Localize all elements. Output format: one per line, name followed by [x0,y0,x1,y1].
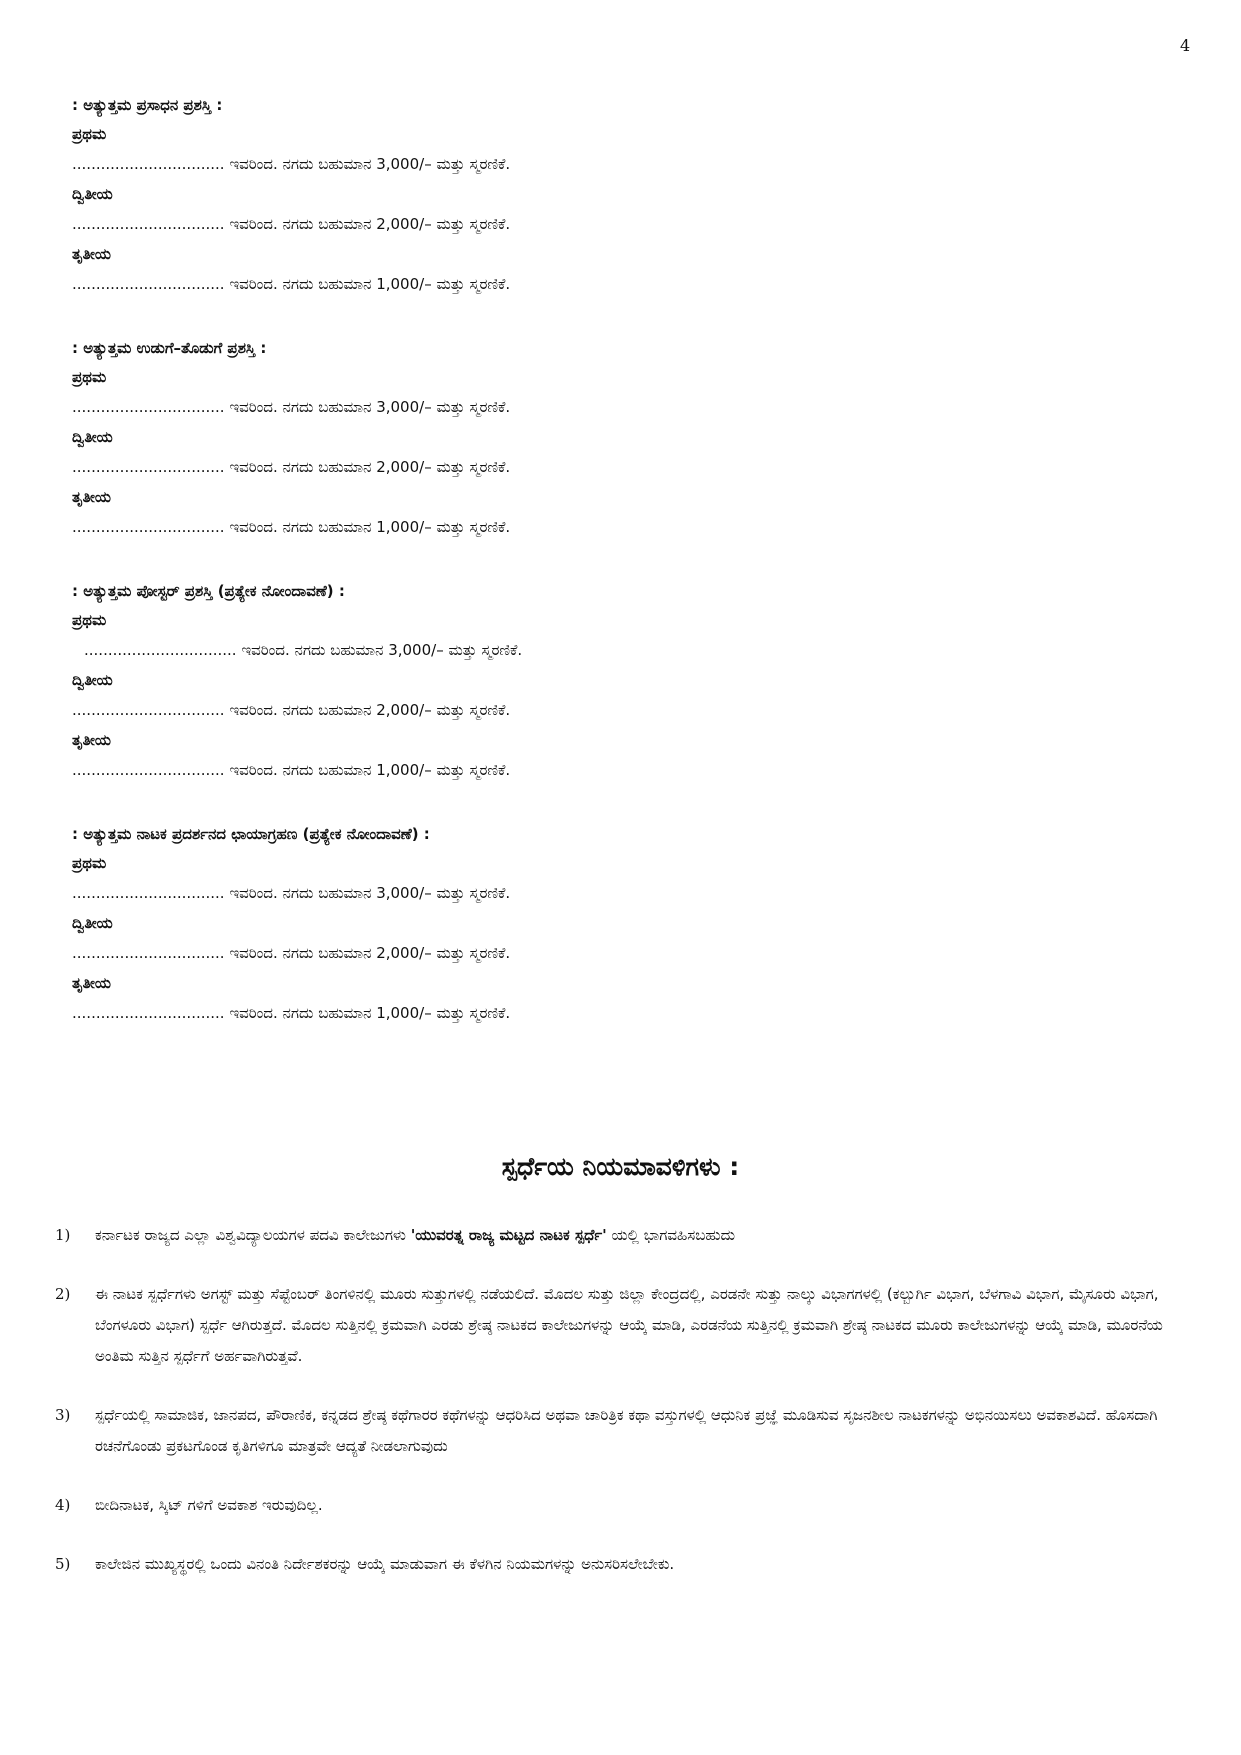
prize-text: ಇವರಿಂದ. ನಗದು ಬಹುಮಾನ 1,000/– ಮತ್ತು ಸ್ಮರಣಿಕೆ. [229,761,511,779]
rule-number: 5) [55,1555,71,1573]
award-sections [72,92,972,1064]
blank-dots: ................................ [72,458,225,476]
blank-dots: ................................ [72,215,225,233]
rank-label: ದ್ವಿತೀಯ [72,914,113,932]
rule-text: ಬೀದಿನಾಟಕ, ಸ್ಕಿಟ್ ಗಳಿಗೆ ಅವಕಾಶ ಇರುವುದಿಲ್ಲ. [95,1496,323,1514]
rule-number: 3) [55,1406,71,1424]
section-title: : ಅತ್ಯುತ್ತಮ ಉಡುಗೆ–ತೊಡುಗೆ ಪ್ರಶಸ್ತಿ : [72,339,267,357]
rank-label: ಪ್ರಥಮ [72,854,107,872]
rank-label: ತೃತೀಯ [72,245,112,263]
rules-list [55,1220,1185,1608]
rule-text: ಈ ನಾಟಕ ಸ್ಪರ್ಧೆಗಳು ಅಗಸ್ಟ್ ಮತ್ತು ಸೆಪ್ಟೆಂಬರ್ ತಿಂಗಳಿನಲ್ಲಿ ಮೂರು ಸುತ್ತುಗಳಲ್ಲಿ ನಡೆಯಲಿದೆ. ಮೊದಲ ಸುತ್ತು ಜಿಲ್ಲಾ ಕೇಂದ್ರದಲ್ಲಿ, ಎರಡನೇ ಸುತ್ತು ನಾಲ್ಕು ವಿಭಾಗಗಳಲ್ಲಿ (ಕಲ್ಬುರ್ಗಿ ವಿಭಾಗ, ಬೆಳಗಾವಿ ವಿಭಾಗ, ಮೈಸೂರು ವಿಭಾಗ, ಬೆಂಗಳೂರು ವಿಭಾಗ) ಸ್ಪರ್ಧೆ ಆಗಿರುತ್ತದೆ. ಮೊದಲ ಸುತ್ತಿನಲ್ಲಿ ಕ್ರಮವಾಗಿ ಎರಡು ಶ್ರೇಷ್ಠ ನಾಟಕದ ಕಾಲೇಜುಗಳನ್ನು ಆಯ್ಕೆ ಮಾಡಿ, ಎರಡನೆಯ ಸುತ್ತಿನಲ್ಲಿ ಕ್ರಮವಾಗಿ ಶ್ರೇಷ್ಠ ನಾಟಕದ ಮೂರು ಕಾಲೇಜುಗಳನ್ನು ಆಯ್ಕೆ ಮಾಡಿ, ಮೂರನೆಯ ಅಂತಿಮ ಸುತ್ತಿನ ಸ್ಪರ್ಧೆಗೆ ಅರ್ಹವಾಗಿರುತ್ತವೆ. [95,1285,1163,1365]
rule-number: 4) [55,1496,71,1514]
prize-text: ಇವರಿಂದ. ನಗದು ಬಹುಮಾನ 1,000/– ಮತ್ತು ಸ್ಮರಣಿಕೆ. [229,275,511,293]
rank-label: ತೃತೀಯ [72,731,112,749]
blank-dots: ................................ [72,1004,225,1022]
rule-item [55,1220,1185,1251]
prize-text: ಇವರಿಂದ. ನಗದು ಬಹುಮಾನ 3,000/– ಮತ್ತು ಸ್ಮರಣಿಕೆ. [241,641,523,659]
rank-label: ಪ್ರಥಮ [72,368,107,386]
blank-dots: ................................ [72,884,225,902]
award-section-photography [72,821,972,1064]
prize-text: ಇವರಿಂದ. ನಗದು ಬಹುಮಾನ 2,000/– ಮತ್ತು ಸ್ಮರಣಿಕೆ. [229,458,511,476]
blank-dots: ................................ [84,641,237,659]
prize-line [72,878,972,908]
rule-item [55,1549,1185,1580]
section-title: : ಅತ್ಯುತ್ತಮ ನಾಟಕ ಪ್ರದರ್ಶನದ ಛಾಯಾಗ್ರಹಣ (ಪ್ರತ್ಯೇಕ ನೋಂದಾವಣೆ) : [72,825,430,843]
prize-line [72,755,972,785]
prize-line [72,269,972,299]
prize-line [72,512,972,542]
rule-item [55,1400,1185,1462]
rule-number: 2) [55,1285,71,1303]
rule-item [55,1279,1185,1372]
prize-line [72,452,972,482]
prize-text: ಇವರಿಂದ. ನಗದು ಬಹುಮಾನ 2,000/– ಮತ್ತು ಸ್ಮರಣಿಕೆ. [229,215,511,233]
prize-text: ಇವರಿಂದ. ನಗದು ಬಹುಮಾನ 2,000/– ಮತ್ತು ಸ್ಮರಣಿಕೆ. [229,701,511,719]
prize-line [72,695,972,725]
rule-text [95,1220,1185,1251]
award-section-makeup [72,92,972,335]
blank-dots: ................................ [72,398,225,416]
rank-label: ಪ್ರಥಮ [72,611,107,629]
rule-text: ಸ್ಪರ್ಧೆಯಲ್ಲಿ ಸಾಮಾಜಿಕ, ಜಾನಪದ, ಪೌರಾಣಿಕ, ಕನ್ನಡದ ಶ್ರೇಷ್ಠ ಕಥೆಗಾರರ ಕಥೆಗಳನ್ನು ಆಧರಿಸಿದ ಅಥವಾ ಚಾರಿತ್ರಿಕ ಕಥಾ ವಸ್ತುಗಳಲ್ಲಿ ಆಧುನಿಕ ಪ್ರಜ್ಞೆ ಮೂಡಿಸುವ ಸೃಜನಶೀಲ ನಾಟಕಗಳನ್ನು ಅಭಿನಯಿಸಲು ಅವಕಾಶವಿದೆ. ಹೊಸದಾಗಿ ರಚನೆಗೊಂಡು ಪ್ರಕಟಗೊಂಡ ಕೃತಿಗಳಿಗೂ ಮಾತ್ರವೇ ಆದ್ಯತೆ ನೀಡಲಾಗುವುದು [95,1406,1158,1455]
prize-text: ಇವರಿಂದ. ನಗದು ಬಹುಮಾನ 3,000/– ಮತ್ತು ಸ್ಮರಣಿಕೆ. [229,884,511,902]
award-section-costume [72,335,972,578]
blank-dots: ................................ [72,944,225,962]
prize-text: ಇವರಿಂದ. ನಗದು ಬಹುಮಾನ 3,000/– ಮತ್ತು ಸ್ಮರಣಿಕೆ. [229,398,511,416]
prize-text: ಇವರಿಂದ. ನಗದು ಬಹುಮಾನ 1,000/– ಮತ್ತು ಸ್ಮರಣಿಕೆ. [229,518,511,536]
rule-text-part: ಕರ್ನಾಟಕ ರಾಜ್ಯದ ಎಲ್ಲಾ ವಿಶ್ವವಿದ್ಯಾಲಯಗಳ ಪದವಿ ಕಾಲೇಜುಗಳು [95,1226,411,1244]
prize-line [72,209,972,239]
prize-text: ಇವರಿಂದ. ನಗದು ಬಹುಮಾನ 2,000/– ಮತ್ತು ಸ್ಮರಣಿಕೆ. [229,944,511,962]
rule-text-part: ಯಲ್ಲಿ ಭಾಗವಹಿಸಬಹುದು [606,1226,736,1244]
page-number: 4 [1180,36,1191,55]
rule-number: 1) [55,1226,71,1244]
rank-label: ದ್ವಿತೀಯ [72,428,113,446]
rules-heading: ಸ್ಪರ್ಧೆಯ ನಿಯಮಾವಳಿಗಳು : [501,1152,740,1181]
prize-line [72,149,972,179]
competition-name: 'ಯುವರತ್ನ ರಾಜ್ಯ ಮಟ್ಟದ ನಾಟಕ ಸ್ಪರ್ಧೆ' [410,1226,607,1244]
prize-line [72,635,972,665]
rank-label: ತೃತೀಯ [72,974,112,992]
rank-label: ತೃತೀಯ [72,488,112,506]
prize-line [72,938,972,968]
rule-text: ಕಾಲೇಜಿನ ಮುಖ್ಯಸ್ಥರಲ್ಲಿ ಒಂದು ವಿನಂತಿ ನಿರ್ದೇಶಕರನ್ನು ಆಯ್ಕೆ ಮಾಡುವಾಗ ಈ ಕೆಳಗಿನ ನಿಯಮಗಳನ್ನು ಅನುಸರಿಸಲೇಬೇಕು. [95,1555,675,1573]
blank-dots: ................................ [72,518,225,536]
prize-line [72,998,972,1028]
prize-text: ಇವರಿಂದ. ನಗದು ಬಹುಮಾನ 3,000/– ಮತ್ತು ಸ್ಮರಣಿಕೆ. [229,155,511,173]
section-title: : ಅತ್ಯುತ್ತಮ ಪ್ರಸಾಧನ ಪ್ರಶಸ್ತಿ : [72,96,223,114]
blank-dots: ................................ [72,701,225,719]
prize-text: ಇವರಿಂದ. ನಗದು ಬಹುಮಾನ 1,000/– ಮತ್ತು ಸ್ಮರಣಿಕೆ. [229,1004,511,1022]
rank-label: ದ್ವಿತೀಯ [72,185,113,203]
rule-item [55,1490,1185,1521]
section-title: : ಅತ್ಯುತ್ತಮ ಪೋಸ್ಟರ್ ಪ್ರಶಸ್ತಿ (ಪ್ರತ್ಯೇಕ ನೋಂದಾವಣೆ) : [72,582,345,600]
rank-label: ಪ್ರಥಮ [72,125,107,143]
blank-dots: ................................ [72,761,225,779]
award-section-poster [72,578,972,821]
prize-line [72,392,972,422]
blank-dots: ................................ [72,155,225,173]
rank-label: ದ್ವಿತೀಯ [72,671,113,689]
blank-dots: ................................ [72,275,225,293]
